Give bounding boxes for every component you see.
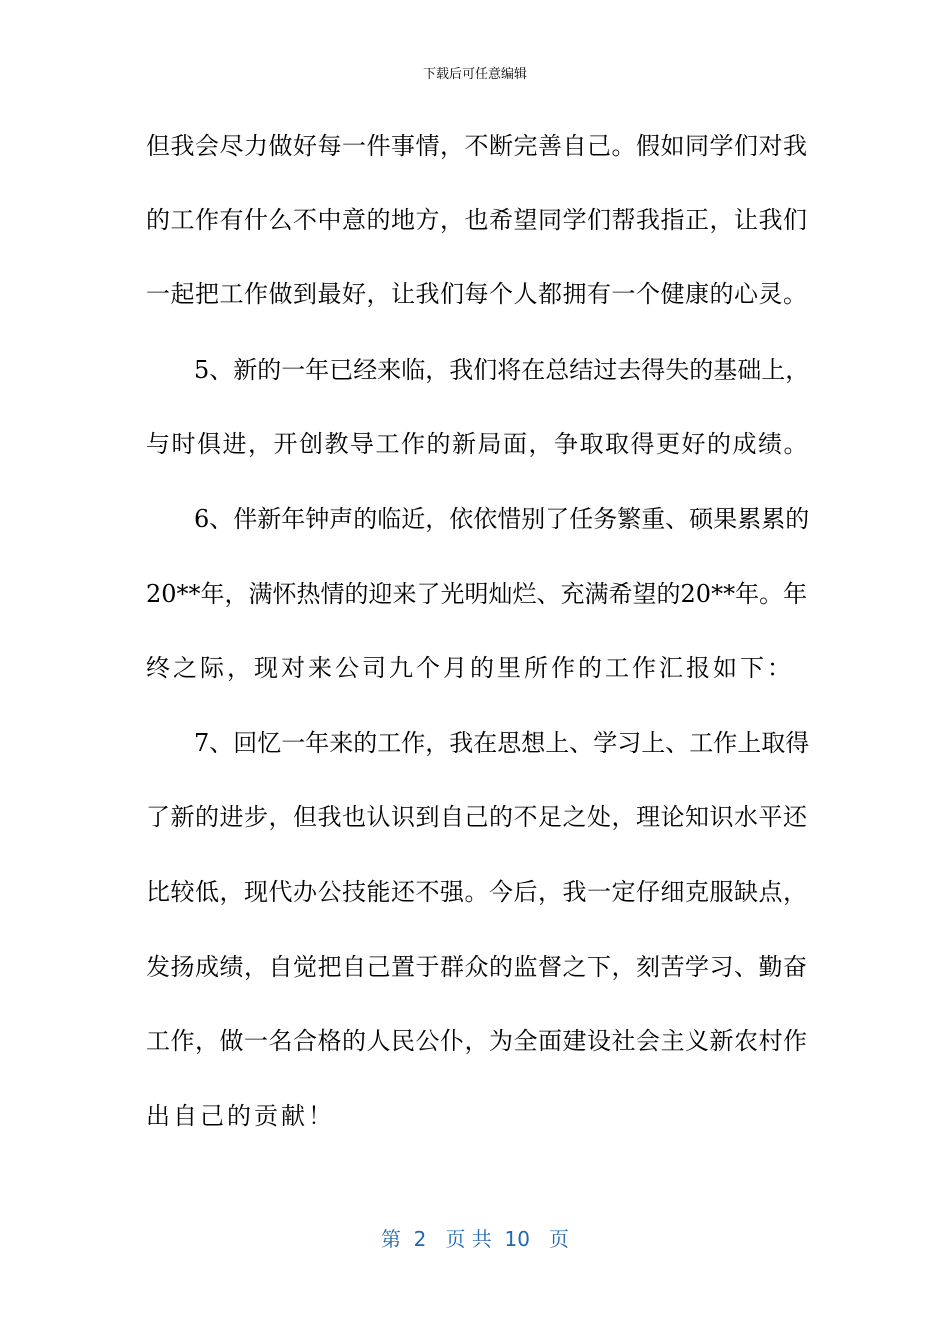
body-line-3: 一起把工作做到最好，让我们每个人都拥有一个健康的心灵。 bbox=[146, 280, 808, 308]
body-line-1: 但我会尽力做好每一件事情，不断完善自己。假如同学们对我 bbox=[146, 132, 808, 160]
body-line-14: 出自己的贡献！ bbox=[146, 1102, 335, 1130]
body-line-8: 终之际，现对来公司九个月的里所作的工作汇报如下： bbox=[146, 654, 794, 682]
body-line-9: 7、回忆一年来的工作，我在思想上、学习上、工作上取得 bbox=[194, 729, 810, 757]
page-header: 下载后可任意编辑 bbox=[422, 67, 527, 82]
body-line-10: 了新的进步，但我也认识到自己的不足之处，理论知识水平还 bbox=[146, 803, 808, 831]
body-line-11: 比较低，现代办公技能还不强。今后，我一定仔细克服缺点， bbox=[146, 878, 808, 906]
body-line-6: 6、伴新年钟声的临近，依依惜别了任务繁重、硕果累累的 bbox=[194, 505, 810, 533]
body-line-13: 工作，做一名合格的人民公仆，为全面建设社会主义新农村作 bbox=[146, 1027, 808, 1055]
body-line-2: 的工作有什么不中意的地方，也希望同学们帮我指正，让我们 bbox=[146, 206, 808, 234]
page-number-footer: 第 2 页 共 10 页 bbox=[380, 1227, 570, 1251]
body-line-5: 与时俱进，开创教导工作的新局面，争取取得更好的成绩。 bbox=[146, 430, 809, 458]
body-line-4: 5、新的一年已经来临，我们将在总结过去得失的基础上， bbox=[194, 356, 810, 384]
body-line-7: 20**年，满怀热情的迎来了光明灿烂、充满希望的20**年。年 bbox=[146, 580, 808, 608]
body-line-12: 发扬成绩，自觉把自己置于群众的监督之下，刻苦学习、勤奋 bbox=[146, 953, 808, 981]
